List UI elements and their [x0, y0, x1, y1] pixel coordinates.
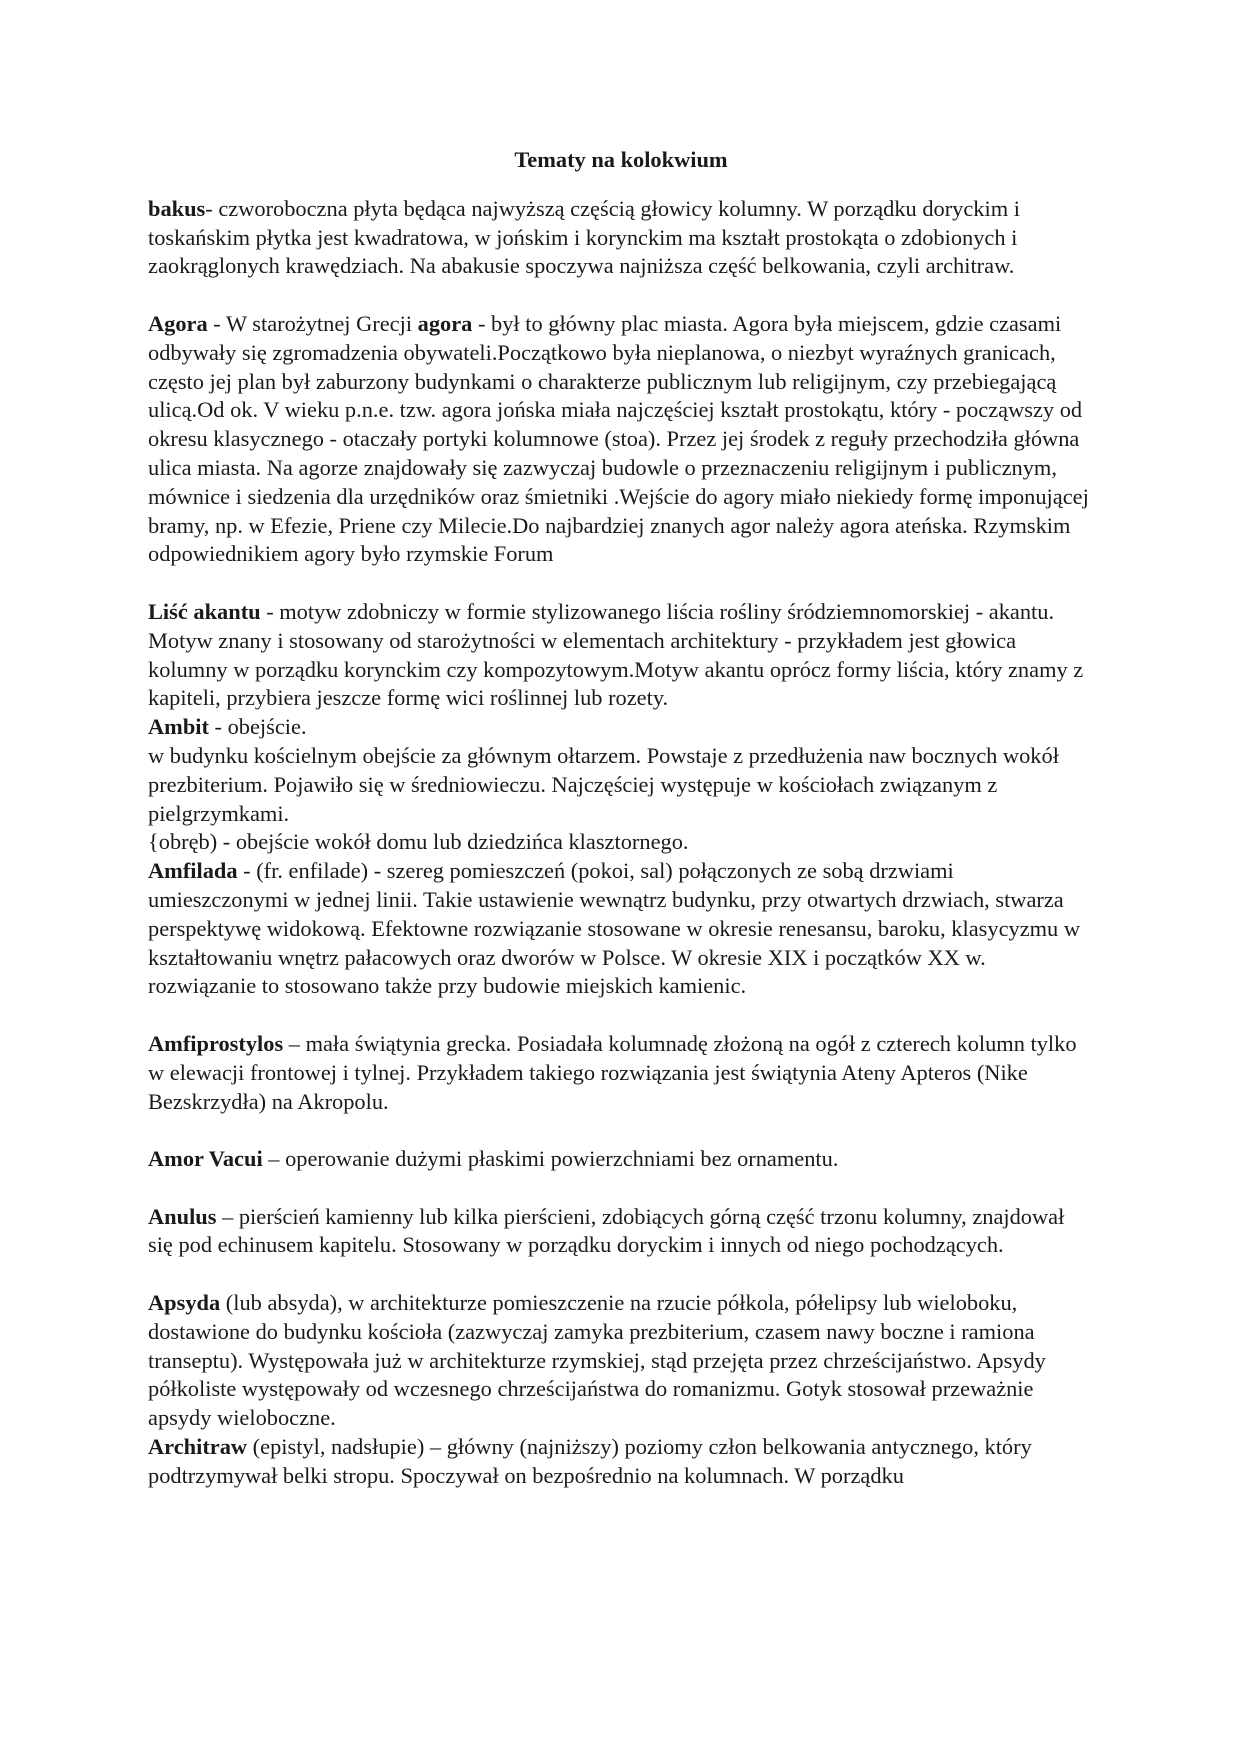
- definition-ambit-line-1: w budynku kościelnym obejście za głównym ołtarzem. Powstaje z przedłużenia naw bocznych wokół prezbiterium. Pojawiło się w średniowieczu. Najczęściej występuje w kościołach związanym z pielgrzymkami.: [148, 742, 1059, 826]
- term-abakus: bakus: [148, 195, 206, 221]
- term-amfilada: Amfilada: [148, 858, 238, 884]
- entry-ambit: [148, 713, 1094, 857]
- entry-amor-vacui: [148, 1145, 1094, 1174]
- entry-apsyda: [148, 1289, 1094, 1433]
- paragraph-gap: [148, 1116, 1094, 1145]
- term-agora-inline: agora: [417, 310, 473, 336]
- term-lisc-akantu: Liść akantu: [148, 598, 261, 624]
- definition-agora: - był to główny plac miasta. Agora była miejscem, gdzie czasami odbywały się zgromadzenia obywateli.Początkowo była nieplanowa, o niezbyt wyraźnych granicach, często jej plan był zaburzony budynkami o charakterze publicznym lub religijnym, czy przebiegającą ulicą.Od ok. V wieku p.n.e. tzw. agora jońska miała najczęściej kształt prostokątu, który - począwszy od okresu klasycznego - otaczały portyki kolumnowe (stoa). Przez jej środek z reguły przechodziła główna ulica miasta. Na agorze znajdowały się zazwyczaj budowle o przeznaczeniu religijnym i publicznym, mównice i siedzenia dla urzędników oraz śmietniki .Wejście do agory miało niekiedy formę imponującej bramy, np. w Efezie, Priene czy Milecie.Do najbardziej znanych agor należy agora ateńska. Rzymskim odpowiednikiem agory było rzymskie Forum: [148, 310, 1089, 567]
- entry-anulus: [148, 1203, 1094, 1261]
- document-title: Tematy na kolokwium: [514, 147, 728, 172]
- definition-abakus: - czworoboczna płyta będąca najwyższą częścią głowicy kolumny. W porządku doryckim i toskańskim płytka jest kwadratowa, w jońskim i korynckim ma kształt prostokąta o zdobionych i zaokrąglonych krawędziach. Na abakusie spoczywa najniższa część belkowania, czyli architraw.: [148, 195, 1020, 279]
- term-anulus: Anulus: [148, 1203, 217, 1229]
- term-amfiprostylos: Amfiprostylos: [148, 1030, 284, 1056]
- definition-lisc-akantu: - motyw zdobniczy w formie stylizowanego liścia rośliny śródziemnomorskiej - akantu. Motyw znany i stosowany od starożytności w elementach architektury - przykładem jest głowica kolumny w porządku korynckim czy kompozytowym.Motyw akantu oprócz formy liścia, który znamy z kapiteli, przybiera jeszcze formę wici roślinnej lub rozety.: [148, 598, 1084, 711]
- entry-architraw: [148, 1433, 1094, 1491]
- paragraph-gap: [148, 1260, 1094, 1289]
- entry-amfilada: [148, 857, 1094, 1001]
- definition-amfiprostylos: – mała świątynia grecka. Posiadała kolumnadę złożoną na ogół z czterech kolumn tylko w elewacji frontowej i tylnej. Przykładem takiego rozwiązania jest świątynia Ateny Apteros (Nike Bezskrzydła) na Akropolu.: [148, 1030, 1077, 1114]
- term-amor-vacui: Amor Vacui: [148, 1146, 263, 1172]
- definition-amor-vacui: – operowanie dużymi płaskimi powierzchniami bez ornamentu.: [262, 1146, 839, 1172]
- entry-agora: [148, 310, 1094, 569]
- entry-amfiprostylos: [148, 1030, 1094, 1116]
- definition-anulus: – pierścień kamienny lub kilka pierścieni, zdobiących górną część trzonu kolumny, znajdował się pod echinusem kapitelu. Stosowany w porządku doryckim i innych od niego pochodzących.: [148, 1203, 1065, 1258]
- paragraph-gap: [148, 1174, 1094, 1203]
- entry-lisc-akantu: [148, 598, 1094, 713]
- paragraph-gap: [148, 281, 1094, 310]
- term-architraw: Architraw: [148, 1434, 248, 1460]
- definition-apsyda: (lub absyda), w architekturze pomieszczenie na rzucie półkola, półelipsy lub wieloboku, dostawione do budynku kościoła (zazwyczaj zamyka prezbiterium, czasem nawy boczne i ramiona transeptu). Występowała już w architekturze rzymskiej, stąd przejęta przez chrześcijaństwo. Apsydy półkoliste występowały od wczesnego chrześcijaństwa do romanizmu. Gotyk stosował przeważnie apsydy wieloboczne.: [148, 1290, 1046, 1431]
- definition-agora-intro: - W starożytnej Grecji: [207, 310, 418, 336]
- term-ambit: Ambit: [148, 714, 209, 740]
- definition-architraw: (epistyl, nadsłupie) – główny (najniższy) poziomy człon belkowania antycznego, który podtrzymywał belki stropu. Spoczywał on bezpośrednio na kolumnach. W porządku: [148, 1434, 1032, 1488]
- definition-ambit-line-2: {obręb) - obejście wokół domu lub dziedzińca klasztornego.: [148, 829, 689, 855]
- entry-abakus: [148, 195, 1094, 281]
- definition-amfilada: - (fr. enfilade) - szereg pomieszczeń (pokoi, sal) połączonych ze sobą drzwiami umieszczonymi w jednej linii. Takie ustawienie wewnątrz budynku, przy otwartych drzwiach, stwarza perspektywę widokową. Efektowne rozwiązanie stosowane w okresie renesansu, baroku, klasycyzmu w kształtowaniu wnętrz pałacowych oraz dworów w Polsce. W okresie XIX i początków XX w. rozwiązanie to stosowano także przy budowie miejskich kamienic.: [148, 858, 1081, 999]
- term-agora: Agora: [148, 310, 208, 336]
- paragraph-gap: [148, 569, 1094, 598]
- definition-ambit: - obejście.: [208, 714, 307, 740]
- paragraph-gap: [148, 1001, 1094, 1030]
- document-page: [148, 146, 1094, 1491]
- term-apsyda: Apsyda: [148, 1290, 221, 1316]
